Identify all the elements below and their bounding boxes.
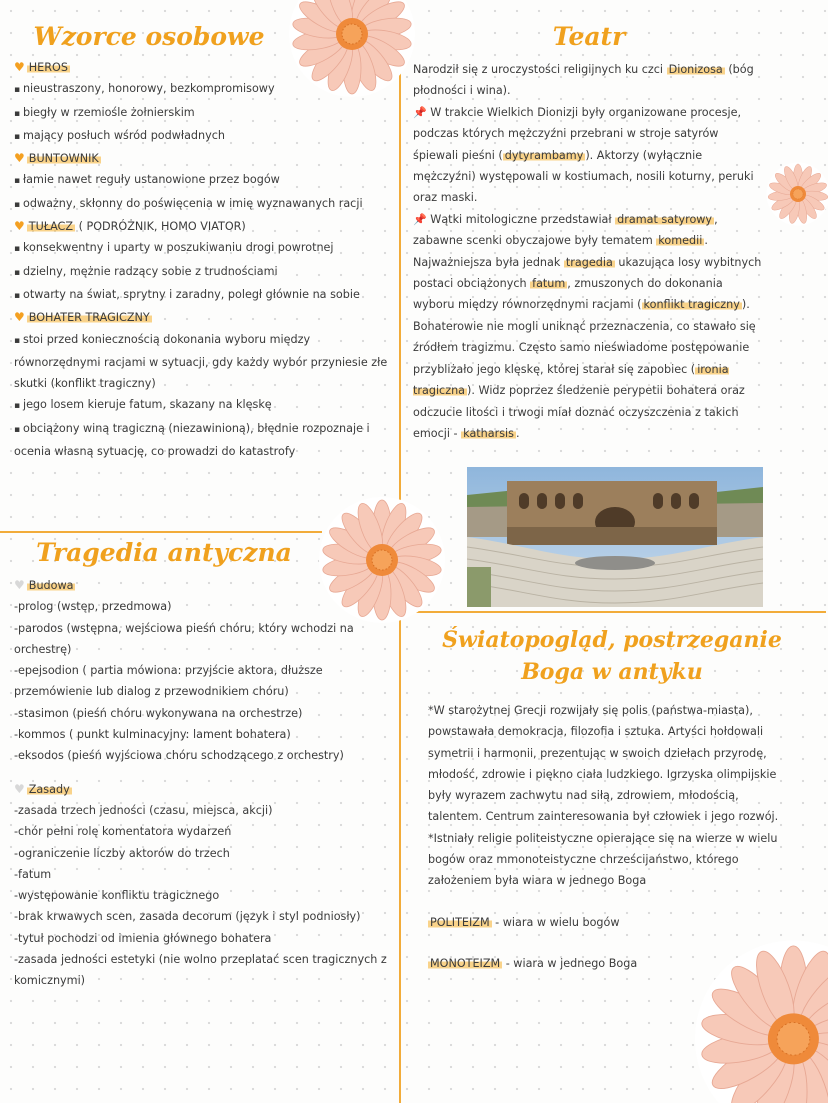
swiatopoglad-paragraph: *W starożytnej Grecji rozwijały się polis (państwa-miasta), powstawała demokracja, filozofia i sztuka. Artyści hołdowali symetrii i harmonii, prezentując w swoich dziełach przyrodę, młodość, zdrowie i piękno ciała ludzkiego. Igrzyska olimpijskie były wyrazem zachwytu nad siłą, zdrowiem, młodością, talentem. Centrum zainteresowania był człowiek i jego rozwój. [428,704,779,824]
teatr-paragraph: 📌 Wątki mitologiczne przedstawiał dramat satyrowy , zabawne scenki obyczajowe były tematem komedii . Najważniejsza była jednak tragedia ukazująca losy wybitnych postaci obciążonych fatum , zmuszonych do dokonania wyboru między równorzędnymi racjami ( konflikt tragiczny ). Bohaterowie nie mogli uniknąć przeznaczenia, co stawało się źródłem tragizmu. Często samo nieświadome postępowanie przybliżało jego klęskę, której starał się zapobiec ( ironia tragiczna ). Widz poprzez śledzenie perypetii bohatera oraz odczucie litości i trwogi miał doznać oczyszczenia z takich emocji - katharsis . [413,212,762,440]
pushpin-icon: 📌 [413,105,427,119]
list-item: ▪ stoi przed koniecznością dokonania wyboru między równorzędnymi racjami w sytuacji, gdy każdy wybór przyniesie złe skutki (konflikt tragiczny) [14,329,392,395]
list-item: -brak krwawych scen, zasada decorum (język i styl podniosły) [14,910,361,924]
heart-icon: ♥ [14,578,25,592]
teatr-title: Teatr [552,22,626,51]
tragedia-section [14,538,396,992]
list-item: ▪ otwarty na świat, sprytny i zaradny, poległ głównie na sobie [14,284,392,307]
teatr-paragraph: 📌 W trakcie Wielkich Dionizji były organizowane procesje, podczas których mężczyźni przebrani w stroje satyrów śpiewali pieśni ( dytyrambamy ). Aktorzy (wyłącznie mężczyźni) występowali w kostiumach, nosili koturny, peruki oraz maski. [413,105,754,205]
list-item: -stasimon (pieśń chóru wykonywana na orchestrze) [14,706,303,720]
list-item: ▪ dzielny, mężnie radzący sobie z trudnościami [14,261,392,284]
list-item: -występowanie konfliktu tragicznego [14,889,220,903]
list-item: -tytuł pochodzi od imienia głównego bohatera [14,931,272,945]
list-item: -prolog (wstęp, przedmowa) [14,600,172,614]
horizontal-divider-right [401,611,826,613]
teatr-text [413,59,765,444]
tragedia-title: Tragedia antyczna [36,538,292,567]
definition-monoteizm: MONOTEIZM - wiara w jednego Boga [430,956,638,970]
list-item: -ograniczenie liczby aktorów do trzech [14,846,230,860]
list-item: ▪ konsekwentny i uparty w poszukiwaniu drogi powrotnej [14,237,392,260]
definition-politeizm: POLITEIZM - wiara w wielu bogów [430,915,620,929]
flower-sticker-right-small [766,162,828,226]
list-item: -kommos ( punkt kulminacyjny: lament bohatera) [14,728,291,742]
group-heros-heading: ♥ HEROS [14,60,68,74]
teatr-section [413,22,765,444]
horizontal-divider-left [0,531,322,533]
list-item: -parodos (wstępna, wejściowa pieśń chóru, który wchodzi na orchestrę) [14,621,354,656]
heroes-title: Wzorce osobowe [33,22,265,51]
swiatopoglad-title: Światopogląd, postrzeganie Boga w antyku [442,627,782,685]
list-item: -zasada trzech jedności (czasu, miejsca, akcji) [14,803,273,817]
group-tulacz-heading: ♥ TUŁACZ ( PODRÓŻNIK, HOMO VIATOR) [14,219,246,234]
list-item: -fatum [14,867,52,881]
budowa-heading: ♥ Budowa [14,578,74,592]
teatr-paragraph: Narodził się z uroczystości religijnych ku czci Dionizosa (bóg płodności i wina). [413,63,754,98]
swiatopoglad-text [428,700,796,974]
heart-icon: ♥ [14,310,25,325]
list-item: -zasada jedności estetyki (nie wolno przeplatać scen tragicznych z komicznymi) [14,953,387,988]
list-item: ▪ mający posłuch wśród podwładnych [14,125,392,148]
pushpin-icon: 📌 [413,212,427,226]
heart-icon: ♥ [14,219,25,234]
group-buntownik-heading: ♥ BUNTOWNIK [14,151,99,166]
list-item: ▪ nieustraszony, honorowy, bezkompromisowy [14,78,392,101]
list-item: -chór pełni rolę komentatora wydarzeń [14,825,232,839]
heart-icon: ♥ [14,151,25,166]
list-item: ▪ biegły w rzemiośle żołnierskim [14,102,392,125]
swiatopoglad-paragraph: *Istniały religie politeistyczne opierające się na wierze w wielu bogów oraz mmonoteistyczne chrześcijaństwo, którego założeniem była wiara w jednego Boga [428,831,778,888]
heart-icon: ♥ [14,781,25,796]
list-item: -eksodos (pieśń wyjściowa chóru schodzącego z orchestry) [14,749,344,763]
list-item: ▪ jego losem kieruje fatum, skazany na klęskę [14,394,392,417]
group-bohater-heading: ♥ BOHATER TRAGICZNY [14,310,150,325]
list-item: ▪ łamie nawet reguły ustanowione przez bogów [14,169,392,192]
tragedia-text [14,575,396,992]
list-item: -epejsodion ( partia mówiona: przyjście aktora, dłuższe przemówienie lub dialog z przewodnikiem chóru) [14,664,323,699]
heroes-section [14,22,392,462]
heart-icon: ♥ [14,60,25,74]
swiatopoglad-section [428,624,796,974]
zasady-heading: ♥ Zasady [14,781,70,796]
theatre-photo [467,467,763,607]
heroes-list [14,57,392,462]
list-item: ▪ obciążony winą tragiczną (niezawinioną), błędnie rozpoznaje i ocenia własną sytuację, co prowadzi do katastrofy [14,418,392,463]
list-item: ▪ odważny, skłonny do poświęcenia w imię wyznawanych racji [14,193,392,216]
